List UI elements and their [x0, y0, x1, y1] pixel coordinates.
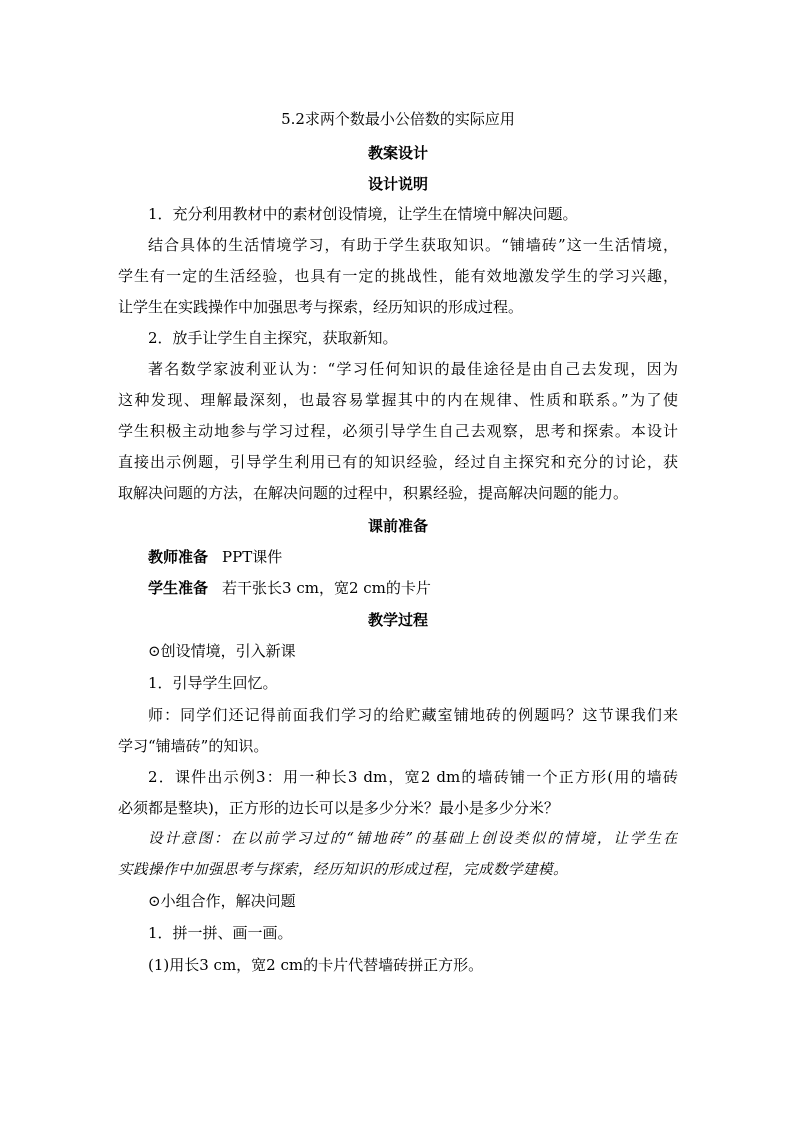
design-note-paragraph-1: 1．充分利用教材中的素材创设情境，让学生在情境中解决问题。: [148, 205, 578, 223]
design-note-paragraph-4-line-5: 取解决问题的方法，在解决问题的过程中，积累经验，提高解决问题的能力。: [118, 484, 629, 502]
section-heading-design-note: 设计说明: [367, 175, 428, 193]
design-intent-line-2: 实践操作中加强思考与探索，经历知识的形成过程，完成数学建模。: [118, 862, 568, 878]
design-note-paragraph-2-line-1: 结合具体的生活情境学习，有助于学生获取知识。“铺墙砖”这一生活情境，: [148, 236, 678, 254]
design-note-paragraph-4-line-1: 著名数学家波利亚认为：“学习任何知识的最佳途径是由自己去发现，因为: [148, 360, 678, 378]
design-note-paragraph-4-line-4: 直接出示例题，引导学生利用已有的知识经验，经过自主探究和充分的讨论，获: [118, 453, 678, 471]
section-heading-prep: 课前准备: [367, 517, 428, 535]
document-title: 5.2求两个数最小公倍数的实际应用: [281, 110, 515, 128]
design-note-paragraph-4-line-3: 学生积极主动地参与学习过程，必须引导学生自己去观察，思考和探索。本设计: [118, 422, 678, 440]
prep-student-row: [118, 577, 678, 599]
process-step-1-item-1: 1．引导学生回忆。: [148, 674, 278, 692]
section-heading-process: 教学过程: [367, 611, 428, 629]
design-note-paragraph-3: 2．放手让学生自主探究，获取新知。: [148, 329, 398, 347]
process-step-2-item-1: 1．拼一拼、画一画。: [148, 924, 293, 942]
prep-student-label: 学生准备: [148, 579, 209, 597]
process-step-1-item-2-line-2: 必须都是整块)，正方形的边长可以是多少分米？最小是多少分米？: [118, 799, 559, 817]
process-step-1-item-2-line-1: 2．课件出示例3：用一种长3 dm，宽2 dm的墙砖铺一个正方形(用的墙砖: [148, 768, 678, 786]
design-note-paragraph-2-line-2: 学生有一定的生活经验，也具有一定的挑战性，能有效地激发学生的学习兴趣，: [118, 267, 678, 285]
process-step-1-title: ⊙创设情境，引入新课: [148, 642, 296, 660]
design-intent-line-1: 设计意图：在以前学习过的“铺地砖”的基础上创设类似的情境，让学生在: [148, 831, 678, 847]
process-step-2-item-1-sub-1: (1)用长3 cm，宽2 cm的卡片代替墙砖拼正方形。: [148, 956, 484, 974]
process-step-2-title: ⊙小组合作，解决问题: [148, 892, 296, 910]
prep-teacher-label: 教师准备: [148, 548, 209, 566]
design-note-paragraph-4-line-2: 这种发现、理解最深刻，也最容易掌握其中的内在规律、性质和联系。”为了使: [118, 391, 678, 409]
design-note-paragraph-2-line-3: 让学生在实践操作中加强思考与探索，经历知识的形成过程。: [118, 298, 524, 316]
prep-teacher-row: [118, 546, 678, 568]
prep-teacher-value: PPT课件: [222, 548, 283, 566]
process-step-1-teacher-line-2: 学习“铺墙砖”的知识。: [118, 737, 269, 755]
prep-student-value: 若干张长3 cm，宽2 cm的卡片: [222, 579, 431, 597]
document-subtitle: 教案设计: [367, 144, 428, 162]
process-step-1-teacher-line-1: 师：同学们还记得前面我们学习的给贮藏室铺地砖的例题吗？这节课我们来: [148, 706, 678, 724]
